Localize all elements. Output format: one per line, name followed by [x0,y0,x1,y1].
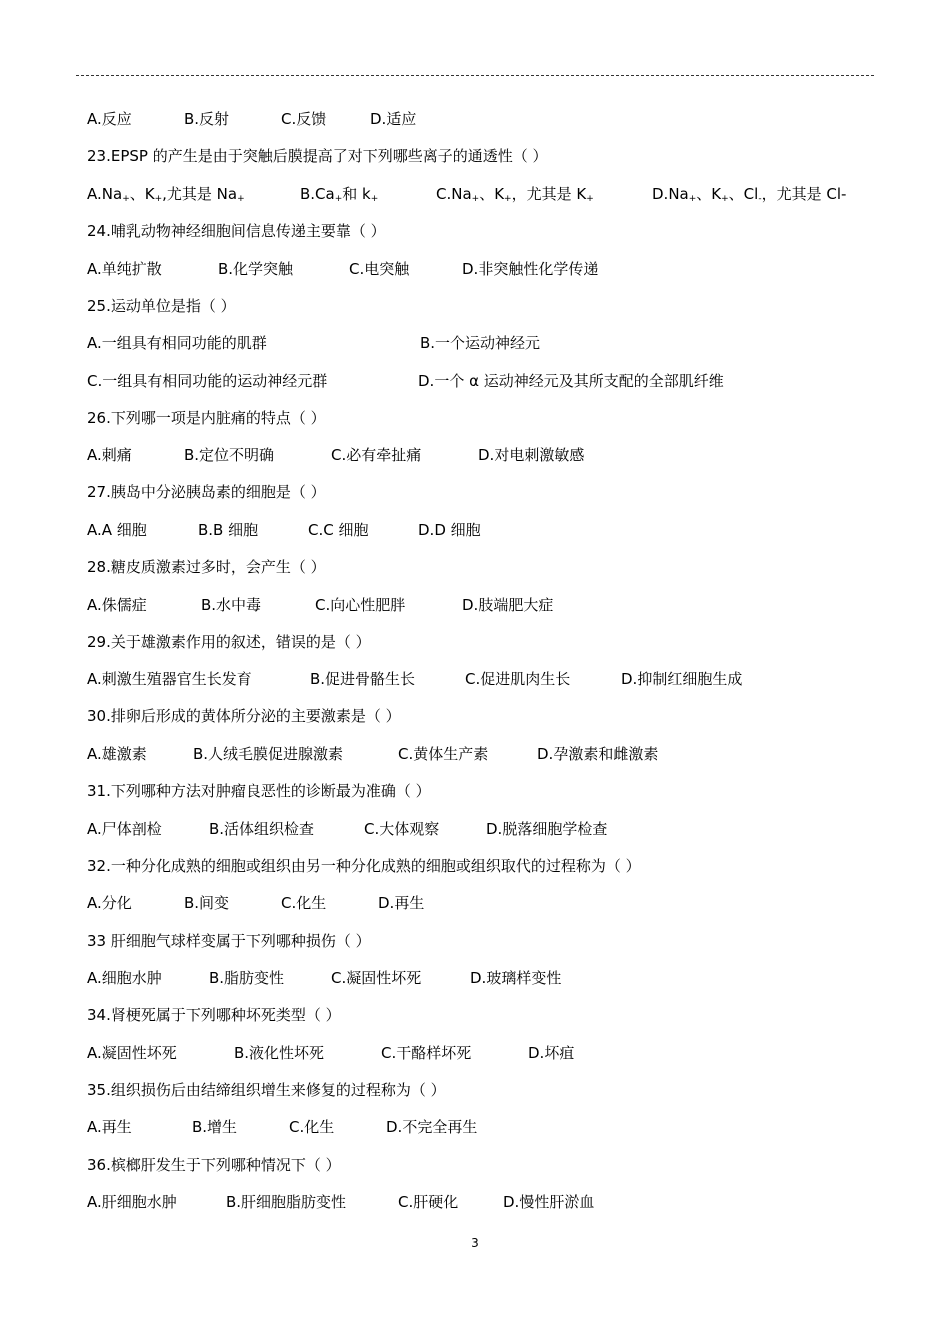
q23-option-c [436,183,594,210]
q24-option-d: D.非突触性化学传递 [462,260,599,278]
q23-d-part1: D.Na [652,185,689,203]
q23-c-part1: C.Na [436,185,472,203]
q32-option-b: B.间变 [184,894,230,912]
q28-option-a: A.侏儒症 [87,596,147,614]
q32-option-a: A.分化 [87,894,132,912]
q34-stem: 34.肾梗死属于下列哪种坏死类型（ ） [87,1006,341,1024]
q23-stem: 23.EPSP 的产生是由于突触后膜提高了对下列哪些离子的通透性（ ） [87,147,548,165]
q28-option-d: D.肢端肥大症 [462,596,554,614]
q23-c-sup1: + [471,194,480,204]
q23-d-part2: 、K [696,185,722,203]
q25-option-c: C.一组具有相同功能的运动神经元群 [87,372,328,390]
q23-option-b [300,183,378,210]
q23-a-part3: ,尤其是 Na [162,185,238,203]
q23-c-sup3: + [586,194,594,204]
q22-option-a: A.反应 [87,110,132,128]
q23-a-sup3: + [237,194,245,204]
q34-option-c: C.干酪样坏死 [381,1044,472,1062]
q26-option-d: D.对电刺激敏感 [478,446,585,464]
q23-a-part2: 、K [129,185,155,203]
q32-option-c: C.化生 [281,894,327,912]
q28-stem: 28.糖皮质激素过多时，会产生（ ） [87,558,326,576]
q33-option-d: D.玻璃样变性 [470,969,562,987]
q23-d-sup3: - [758,194,762,204]
q29-option-a: A.刺激生殖器官生长发育 [87,670,252,688]
q23-d-sup2: + [721,194,729,204]
q23-b-part2: 和 k [342,185,371,203]
q23-d-part3: 、Cl [728,185,759,203]
q29-option-c: C.促进肌肉生长 [465,670,571,688]
q27-option-b: B.B 细胞 [198,521,259,539]
q35-option-b: B.增生 [192,1118,238,1136]
q23-c-part3: ，尤其是 K [511,185,587,203]
q33-option-c: C.凝固性坏死 [331,969,422,987]
q34-option-a: A.凝固性坏死 [87,1044,177,1062]
q35-option-a: A.再生 [87,1118,132,1136]
q28-option-c: C.向心性肥胖 [315,596,406,614]
q32-stem: 32.一种分化成熟的细胞或组织由另一种分化成熟的细胞或组织取代的过程称为（ ） [87,857,641,875]
q26-stem: 26.下列哪一项是内脏痛的特点（ ） [87,409,326,427]
header-dashed-rule [76,75,874,76]
q24-option-c: C.电突触 [349,260,410,278]
q34-option-d: D.坏疽 [528,1044,575,1062]
q31-stem: 31.下列哪种方法对肿瘤良恶性的诊断最为准确（ ） [87,782,431,800]
q24-option-b: B.化学突触 [218,260,294,278]
q35-option-c: C.化生 [289,1118,335,1136]
q29-option-b: B.促进骨骼生长 [310,670,416,688]
q25-option-a: A.一组具有相同功能的肌群 [87,334,267,352]
q23-b-part1: B.Ca [300,185,335,203]
q33-option-a: A.细胞水肿 [87,969,162,987]
q22-option-d: D.适应 [370,110,417,128]
q22-option-b: B.反射 [184,110,230,128]
q33-option-b: B.脂肪变性 [209,969,285,987]
q26-option-b: B.定位不明确 [184,446,275,464]
q36-stem: 36.槟榔肝发生于下列哪种情况下（ ） [87,1156,341,1174]
q36-option-d: D.慢性肝淤血 [503,1193,595,1211]
q23-option-d [652,183,846,210]
q31-option-b: B.活体组织检查 [209,820,315,838]
q25-stem: 25.运动单位是指（ ） [87,297,236,315]
q36-option-b: B.肝细胞脂肪变性 [226,1193,347,1211]
q36-option-a: A.肝细胞水肿 [87,1193,177,1211]
q22-option-c: C.反馈 [281,110,327,128]
q32-option-d: D.再生 [378,894,425,912]
q25-option-d: D.一个 α 运动神经元及其所支配的全部肌纤维 [418,372,724,390]
q35-stem: 35.组织损伤后由结缔组织增生来修复的过程称为（ ） [87,1081,446,1099]
q29-option-d: D.抑制红细胞生成 [621,670,743,688]
q23-b-sup2: + [370,194,379,204]
q34-option-b: B.液化性坏死 [234,1044,325,1062]
q23-d-sup1: + [688,194,697,204]
q30-option-a: A.雄激素 [87,745,147,763]
q27-option-a: A.A 细胞 [87,521,147,539]
q24-stem: 24.哺乳动物神经细胞间信息传递主要靠（ ） [87,222,386,240]
q23-b-sup1: + [334,194,343,204]
q30-option-b: B.人绒毛膜促进腺激素 [193,745,344,763]
q24-option-a: A.单纯扩散 [87,260,162,278]
q23-option-a [87,183,245,210]
q23-c-sup2: + [504,194,512,204]
q36-option-c: C.肝硬化 [398,1193,459,1211]
page-number: 3 [471,1236,479,1250]
q27-stem: 27.胰岛中分泌胰岛素的细胞是（ ） [87,483,326,501]
q23-a-part1: A.Na [87,185,123,203]
q30-option-c: C.黄体生产素 [398,745,489,763]
q25-option-b: B.一个运动神经元 [420,334,541,352]
q33-stem: 33 肝细胞气球样变属于下列哪种损伤（ ） [87,932,371,950]
q35-option-d: D.不完全再生 [386,1118,478,1136]
q30-stem: 30.排卵后形成的黄体所分泌的主要激素是（ ） [87,707,401,725]
q29-stem: 29.关于雄激素作用的叙述，错误的是（ ） [87,633,371,651]
q23-a-sup1: + [122,194,130,204]
q28-option-b: B.水中毒 [201,596,262,614]
q26-option-a: A.刺痛 [87,446,132,464]
q27-option-c: C.C 细胞 [308,521,369,539]
q27-option-d: D.D 细胞 [418,521,481,539]
q31-option-c: C.大体观察 [364,820,440,838]
q26-option-c: C.必有牵扯痛 [331,446,422,464]
q31-option-a: A.尸体剖检 [87,820,162,838]
q31-option-d: D.脱落细胞学检查 [486,820,608,838]
q23-d-part4: ，尤其是 Cl- [761,185,847,203]
q30-option-d: D.孕激素和雌激素 [537,745,659,763]
q23-a-sup2: + [154,194,163,204]
q23-c-part2: 、K [479,185,505,203]
